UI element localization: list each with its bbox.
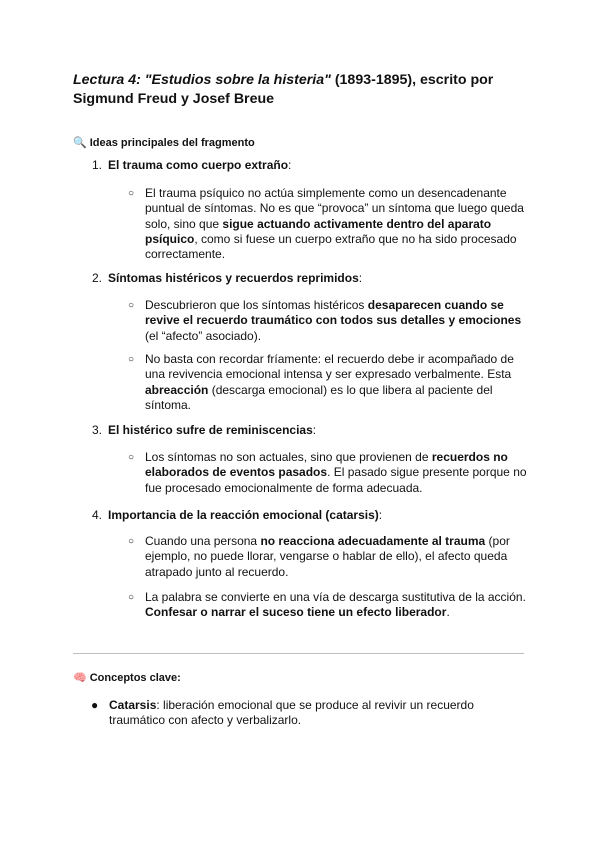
section-heading-concepts [73,671,181,685]
list-item-label: Síntomas histéricos y recuerdos reprimidos [108,271,359,285]
sub-text: (por ejemplo, no puede llorar, vengarse o hablar de ello), el afecto queda atrapado junto al recuerdo. [145,534,510,579]
concept-definition: : liberación emocional que se produce al revivir un recuerdo traumático con afecto y verbalizarlo. [109,698,474,728]
dot-bullet-icon: ● [91,698,99,712]
list-number: 3. [92,423,103,437]
list-item-colon: : [312,423,317,437]
list-number: 4. [92,508,103,522]
sub-bold: Confesar o narrar el suceso tiene un efecto liberador [145,605,447,620]
list-item-colon: : [358,271,363,285]
sub-item-1-1 [128,186,533,262]
sub-text: (descarga emocional) es lo que libera al paciente del síntoma. [145,382,493,412]
sub-item-3-1 [128,450,533,496]
sub-text: Descubrieron que los síntomas histéricos [145,298,368,312]
sub-item-2-1 [128,298,533,344]
list-item-label: Importancia de la reacción emocional (catarsis) [108,508,379,522]
section-heading-ideas-text: Ideas principales del fragmento [89,137,255,149]
list-item-colon: : [288,158,292,172]
circle-bullet-icon: ○ [128,300,135,311]
title-rest: (1893-1895), escrito por Sigmund Freud y Josef Breue [73,72,494,107]
document-title [73,71,543,109]
sub-bold: abreacción [145,382,209,397]
section-heading-concepts-text: Conceptos clave: [89,672,181,684]
list-item-3 [92,423,532,438]
list-number: 1. [92,158,103,172]
circle-bullet-icon: ○ [128,592,135,603]
circle-bullet-icon: ○ [128,188,135,199]
concept-term: Catarsis [109,698,157,712]
list-item-label: El histérico sufre de reminiscencias [108,423,313,437]
list-number: 2. [92,271,103,285]
circle-bullet-icon: ○ [128,452,135,463]
list-item-colon: : [378,508,383,522]
sub-text: (el “afecto” asociado). [145,328,262,343]
sub-text: No basta con recordar fríamente: el recuerdo debe ir acompañado de una revivencia emocional intensa y ser expresado verbalmente. Esta [145,352,514,382]
list-item-label: El trauma como cuerpo extraño [108,158,289,172]
circle-bullet-icon: ○ [128,536,135,547]
brain-icon: 🧠 [73,672,87,684]
title-italic: Lectura 4: "Estudios sobre la histeria" [73,72,331,88]
sub-bold: sigue actuando activamente dentro del aparato psíquico [145,216,492,246]
sub-bold: desaparecen cuando se revive el recuerdo traumático con todos sus detalles y emociones [145,298,522,328]
sub-text: El trauma psíquico no actúa simplemente como un desencadenante puntual de síntomas. No es que “provoca” un síntoma que luego queda solo, sino que [145,186,524,231]
sub-text: Los síntomas no son actuales, sino que provienen de [145,450,432,464]
section-heading-ideas [73,136,255,150]
list-item-1 [92,158,532,173]
sub-bold: no reacciona adecuadamente al trauma [260,534,486,548]
sub-text: Cuando una persona [145,534,261,548]
sub-bold: recuerdos no elaborados de eventos pasados [145,450,508,480]
list-item-2 [92,271,532,286]
sub-item-4-1 [128,534,533,580]
sub-text: . [446,605,450,620]
horizontal-divider [73,653,524,654]
sub-text: , como si fuese un cuerpo extraño que no ha sido procesado correctamente. [145,231,517,262]
sub-text: La palabra se convierte en una vía de descarga sustitutiva de la acción. [145,590,526,604]
list-item-4 [92,508,532,523]
sub-text: . El pasado sigue presente porque no fue procesado emocionalmente de forma adecuada. [145,465,527,495]
sub-item-4-2 [128,590,533,621]
concept-item-catarsis [91,698,531,729]
sub-item-2-2 [128,352,533,413]
magnifier-icon: 🔍 [73,137,87,149]
circle-bullet-icon: ○ [128,354,135,365]
